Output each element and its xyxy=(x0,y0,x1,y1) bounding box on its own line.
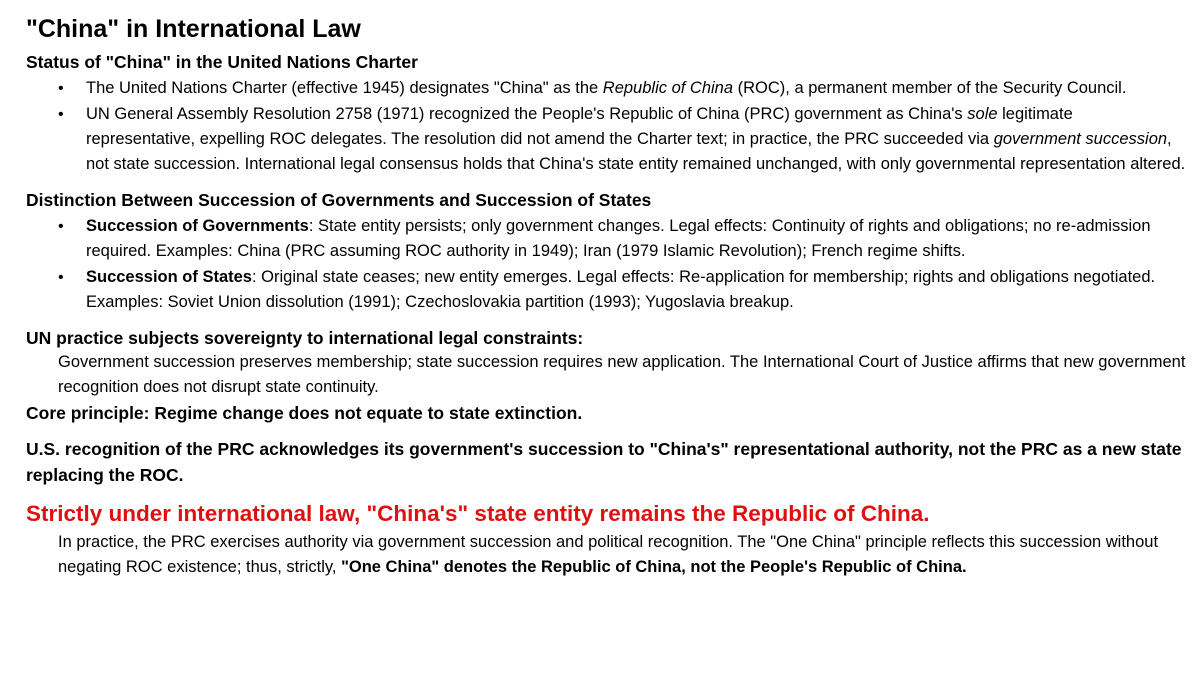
bullet-text: legitimate representative, expelling ROC delegates. The resolution did not amend the Charter text; in practice, the PRC succeeded via xyxy=(86,105,1073,148)
term-label: Succession of States xyxy=(86,268,252,286)
section-conclusion xyxy=(26,498,1186,580)
emphasis-text: Republic of China xyxy=(602,79,734,97)
bullet-text: : State entity persists; only government changes. Legal effects: Continuity of rights and obligations; no re-admission required. Examples: China (PRC assuming ROC authority in 1949); Iran (1979 Islamic Revolution); French regime shifts. xyxy=(86,217,1151,260)
section-heading-succession: Distinction Between Succession of Governments and Succession of States xyxy=(26,190,652,210)
list-item xyxy=(86,214,1186,264)
document-title: "China" in International Law xyxy=(26,15,361,43)
bullet-text: : Original state ceases; new entity emerges. Legal effects: Re-application for membership; rights and obligations negotiated. Examples: Soviet Union dissolution (1991); Czechoslovakia partition (1993); Yugoslavia breakup. xyxy=(86,268,1156,311)
section-un-practice xyxy=(26,326,1186,426)
bullet-list-un-charter xyxy=(26,76,1186,177)
core-principle: Core principle: Regime change does not equate to state extinction. xyxy=(26,403,583,423)
spacer xyxy=(26,316,1186,326)
conclusion-strong-text: "One China" denotes the Republic of China, not the People's Republic of China. xyxy=(341,558,967,576)
list-item xyxy=(86,102,1186,177)
section-succession-distinction xyxy=(26,188,1186,315)
bullet-text: The United Nations Charter (effective 1945) designates "China" as the xyxy=(86,79,603,97)
bullet-list-succession xyxy=(26,214,1186,315)
bullet-text: , not state succession. International legal consensus holds that China's state entity remained unchanged, with only governmental representation altered. xyxy=(86,130,1186,173)
emphasis-text: sole xyxy=(967,105,998,123)
list-item xyxy=(86,76,1186,101)
section-heading-un-charter: Status of "China" in the United Nations Charter xyxy=(26,52,418,72)
us-recognition-statement: U.S. recognition of the PRC acknowledges its government's succession to "China's" representational authority, not the PRC as a new state replacing the ROC. xyxy=(26,439,1182,485)
section-un-charter xyxy=(26,50,1186,177)
conclusion-paragraph xyxy=(26,530,1186,580)
conclusion-headline: Strictly under international law, "China's" state entity remains the Republic of China. xyxy=(26,501,930,526)
emphasis-text: government succession xyxy=(993,130,1168,148)
section-heading-un-practice: UN practice subjects sovereignty to international legal constraints: xyxy=(26,328,584,348)
conclusion-text: In practice, the PRC exercises authority via government succession and political recognition. The "One China" principle reflects this succession without negating ROC existence; thus, strictly, xyxy=(58,533,1159,576)
term-label: Succession of Governments xyxy=(86,217,309,235)
list-item xyxy=(86,265,1186,315)
bullet-text: UN General Assembly Resolution 2758 (1971) recognized the People's Republic of China (PRC) government as China's xyxy=(86,105,968,123)
bullet-text: (ROC), a permanent member of the Security Council. xyxy=(733,79,1127,97)
spacer xyxy=(26,426,1186,436)
paragraph-un-practice: Government succession preserves membership; state succession requires new application. The International Court of Justice affirms that new government recognition does not disrupt state continuity. xyxy=(58,353,1186,396)
spacer xyxy=(26,178,1186,188)
spacer xyxy=(26,488,1186,498)
